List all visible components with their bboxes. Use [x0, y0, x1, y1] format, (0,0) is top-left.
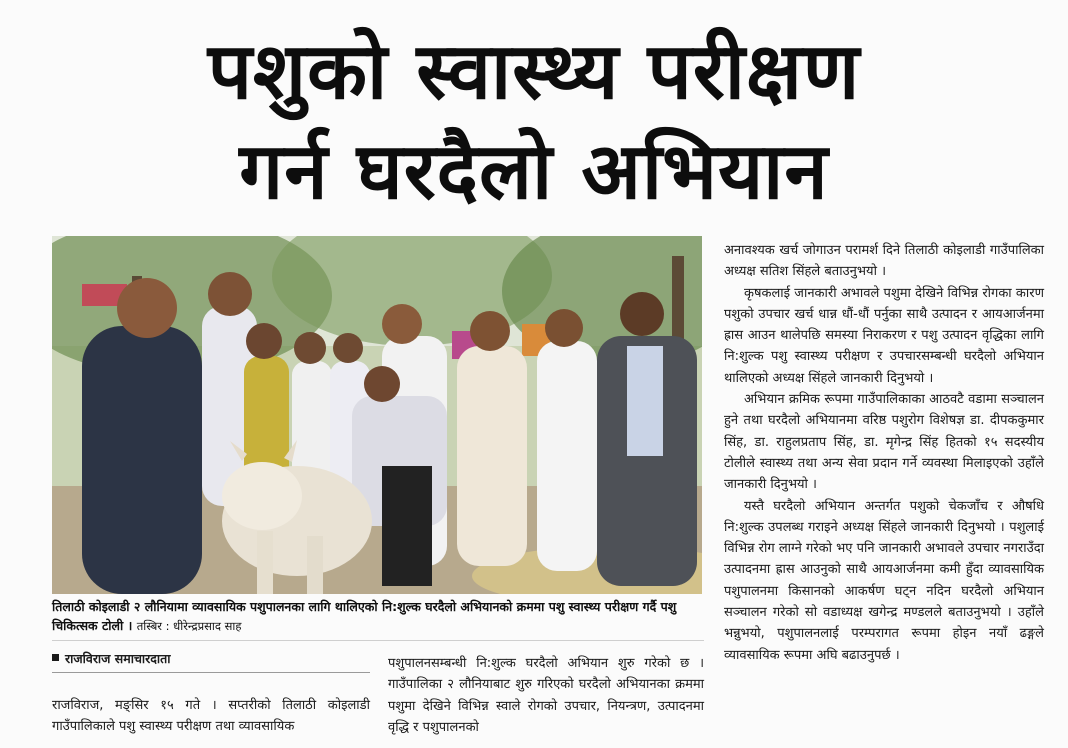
photo-illustration: [52, 236, 702, 594]
article-paragraph: अभियान क्रमिक रूपमा गाउँपालिकाका आठवटै वडामा सञ्चालन हुने तथा घरदैलो अभियानमा वरिष्ठ पशुरोग विशेषज्ञ डा. दीपककुमार सिंह, डा. राहुलप्रताप सिंह, डा. मृगेन्द्र सिंह हितको १५ सदस्यीय टोलीले स्वास्थ्य तथा अन्य सेवा प्रदान गर्ने व्यवस्था मिलाइएको उहाँले जानकारी दिनुभयो ।: [724, 392, 1044, 493]
headline-line-1: पशुको स्वास्थ्य परीक्षण: [207, 27, 861, 117]
photo-credit: तस्बिर : धीरेन्द्रप्रसाद साह: [136, 619, 242, 633]
byline: [52, 650, 372, 668]
headline-line-2: गर्न घरदैलो अभियान: [239, 127, 829, 217]
article-paragraph: अनावश्यक खर्च जोगाउन परामर्श दिने तिलाठी कोइलाडी गाउँपालिका अध्यक्ष सतिश सिंहले बताउनुभयो ।: [724, 243, 1044, 280]
article-column-3: [724, 240, 1044, 666]
caption-text: तिलाठी कोइलाडी २ लौनियामा व्यावसायिक पशुपालनका लागि थालिएको नि:शुल्क घरदैलो अभियानको क्रममा पशु स्वास्थ्य परीक्षण गर्दै पशु चिकित्सक टोली ।: [52, 599, 677, 633]
byline-underline: [52, 672, 370, 673]
article-paragraph: पशुपालनसम्बन्धी नि:शुल्क घरदैलो अभियान शुरु गरेको छ । गाउँपालिका २ लौनियाबाट शुरु गरिएको घरदैलो अभियानका क्रममा पशुमा देखिने विभिन्न स्वाले रोगको उपचार, नियन्त्रण, उत्पादनमा वृद्धि र पशुपालनको: [388, 656, 704, 735]
article-column-1: [52, 695, 370, 738]
byline-text: राजविराज समाचारदाता: [65, 651, 171, 666]
article-paragraph: राजविराज, मङ्सिर १५ गते । सप्तरीको तिलाठी कोइलाडी गाउँपालिकाले पशु स्वास्थ्य परीक्षण तथा व्यावसायिक: [52, 698, 370, 735]
article-paragraph: कृषकलाई जानकारी अभावले पशुमा देखिने विभिन्न रोगका कारण पशुको उपचार खर्च धान्न धौं-धौं पर्नुका साथै उत्पादन र आयआर्जनमा ह्रास आउन थालेपछि समस्या निराकरण र पशु उत्पादन वृद्धिका लागि नि:शुल्क पशु स्वास्थ्य परीक्षण र उपचारसम्बन्धी घरदैलो अभियान थालिएको अध्यक्ष सिंहले जानकारी दिनुभयो ।: [724, 285, 1044, 386]
photo-caption: [52, 597, 704, 636]
news-photo: [52, 236, 702, 594]
caption-divider: [52, 640, 704, 641]
article-column-2: [388, 653, 704, 738]
bullet-square-icon: [52, 654, 59, 661]
article-paragraph: यस्तै घरदैलो अभियान अन्तर्गत पशुको चेकजाँच र औषधि नि:शुल्क उपलब्ध गराइने अध्यक्ष सिंहले जानकारी दिनुभयो । पशुलाई विभिन्न रोग लाग्ने गरेको भए पनि जानकारी अभावले उपचार नगराउँदा उत्पादनमा ह्रास आउनुको साथै आयआर्जनमा कमी हुँदा व्यावसायिक पशुपालनमा किसानको आकर्षण घट्न नदिन घरदैलो अभियान सञ्चालन गरेको सो वडाध्यक्ष खगेन्द्र मण्डलले बताउनुभयो । उहाँले भन्नुभयो, पशुपालनलाई परम्परागत रूपमा होइन नयाँ ढङ्गले व्यावसायिक रूपमा अघि बढाउनुपर्छ ।: [724, 498, 1044, 663]
headline: [0, 22, 1068, 222]
